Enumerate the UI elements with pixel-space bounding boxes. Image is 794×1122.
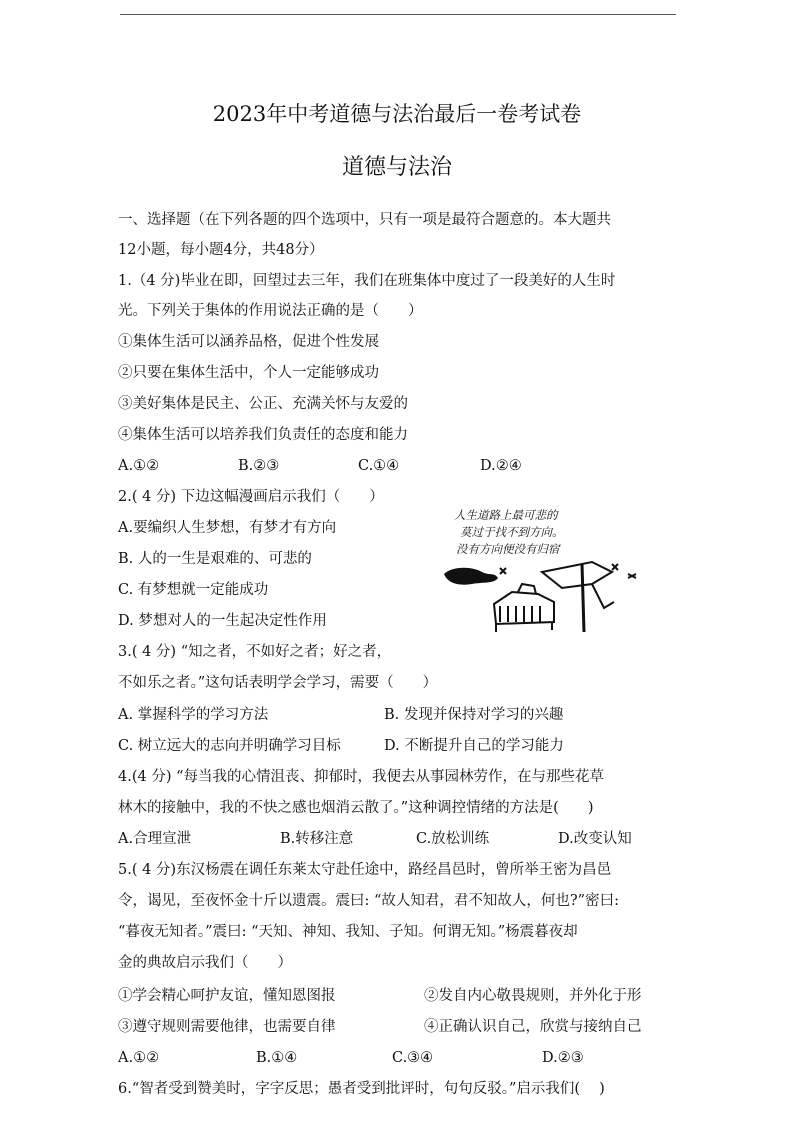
q2-option-b[interactable]: B. 人的一生是艰难的、可悲的 — [118, 551, 312, 567]
q1-option-d[interactable]: D.②④ — [480, 458, 522, 474]
q3-option-b[interactable]: B. 发现并保持对学习的兴趣 — [384, 707, 564, 723]
cartoon-caption-1: 人生道路上最可悲的 — [454, 508, 558, 522]
cartoon-caption-3: 没有方向便没有归宿 — [456, 542, 560, 556]
q5-option-b[interactable]: B.①④ — [256, 1050, 298, 1066]
q4-option-d[interactable]: D.改变认知 — [558, 831, 632, 847]
q1-item-1: ①集体生活可以涵养品格，促进个性发展 — [118, 334, 379, 350]
q5-item-2: ②发自内心敬畏规则，并外化于形 — [424, 988, 642, 1004]
q3-option-a[interactable]: A. 掌握科学的学习方法 — [118, 707, 269, 723]
q1-option-a[interactable]: A.①② — [118, 458, 160, 474]
q1-stem-line1: 1.（4 分)毕业在即，回望过去三年，我们在班集体中度过了一段美好的人生时 — [118, 273, 616, 289]
q5-stem-line2: 令，谒见，至夜怀金十斤以遗震。震曰: “故人知君，君不知故人，何也?”密曰: — [118, 893, 619, 909]
q3-option-c[interactable]: C. 树立远大的志向并明确学习目标 — [118, 738, 341, 754]
cartoon-caption-2: 莫过于找不到方向。 — [460, 525, 564, 539]
signpost-cartoon — [442, 502, 642, 642]
q4-option-a[interactable]: A.合理宣泄 — [118, 831, 192, 847]
exam-title: 2023年中考道德与法治最后一卷考试卷 — [212, 102, 582, 126]
q5-option-c[interactable]: C.③④ — [392, 1050, 434, 1066]
house-sketch-icon — [494, 584, 554, 632]
q2-option-a[interactable]: A.要编织人生梦想，有梦才有方向 — [118, 520, 337, 536]
section-heading-line1: 一、选择题（在下列各题的四个选项中，只有一项是最符合题意的。本大题共 — [118, 212, 611, 228]
q5-stem-line1: 5.( 4 分)东汉杨震在调任东莱太守赴任途中，路经昌邑时，曾所举王密为昌邑 — [118, 862, 612, 878]
q5-item-1: ①学会精心呵护友谊，懂知恩图报 — [118, 988, 336, 1004]
q5-stem-line3: “暮夜无知者。”震曰: “天知、神知、我知、子知。何谓无知。”杨震暮夜却 — [118, 924, 578, 940]
q4-option-b[interactable]: B.转移注意 — [280, 831, 354, 847]
q4-stem-line1: 4.(4 分) “每当我的心情沮丧、抑郁时，我便去从事园林劳作，在与那些花草 — [118, 769, 605, 785]
q3-option-d[interactable]: D. 不断提升自己的学习能力 — [384, 738, 564, 754]
q5-item-3: ③遵守规则需要他律，也需要自律 — [118, 1019, 336, 1035]
q5-option-d[interactable]: D.②③ — [542, 1050, 584, 1066]
top-rule — [120, 14, 676, 15]
q1-stem-line2: 光。下列关于集体的作用说法正确的是（ ） — [118, 303, 423, 319]
q5-item-4: ④正确认识自己，欣赏与接纳自己 — [424, 1019, 642, 1035]
q3-stem-line2: 不如乐之者。”这句话表明学会学习，需要（ ） — [118, 675, 438, 691]
q1-item-4: ④集体生活可以培养我们负责任的态度和能力 — [118, 427, 408, 443]
q3-stem-line1: 3.( 4 分) “知之者，不如好之者；好之者， — [118, 644, 392, 660]
q4-option-c[interactable]: C.放松训练 — [416, 831, 490, 847]
ink-blot-icon — [444, 568, 506, 585]
q1-item-2: ②只要在集体生活中，个人一定能够成功 — [118, 365, 379, 381]
exam-subtitle: 道德与法治 — [341, 155, 452, 180]
q1-option-b[interactable]: B.②③ — [238, 458, 280, 474]
signpost-icon — [542, 562, 636, 632]
q1-item-3: ③美好集体是民主、公正、充满关怀与友爱的 — [118, 396, 408, 412]
section-heading-line2: 12小题，每小题4分，共48分） — [118, 242, 324, 258]
q6-stem: 6.“智者受到赞美时，字字反思；愚者受到批评时，句句反驳。”启示我们( ) — [118, 1081, 605, 1097]
q2-stem: 2.( 4 分) 下边这幅漫画启示我们（ ） — [118, 489, 384, 505]
q4-stem-line2: 林木的接触中，我的不快之感也烟消云散了。”这种调控情绪的方法是( ) — [118, 800, 594, 816]
q2-option-d[interactable]: D. 梦想对人的一生起决定性作用 — [118, 613, 327, 629]
q1-option-c[interactable]: C.①④ — [358, 458, 400, 474]
q2-option-c[interactable]: C. 有梦想就一定能成功 — [118, 582, 269, 598]
q5-stem-line4: 金的典故启示我们（ ） — [118, 955, 292, 971]
q5-option-a[interactable]: A.①② — [118, 1050, 160, 1066]
